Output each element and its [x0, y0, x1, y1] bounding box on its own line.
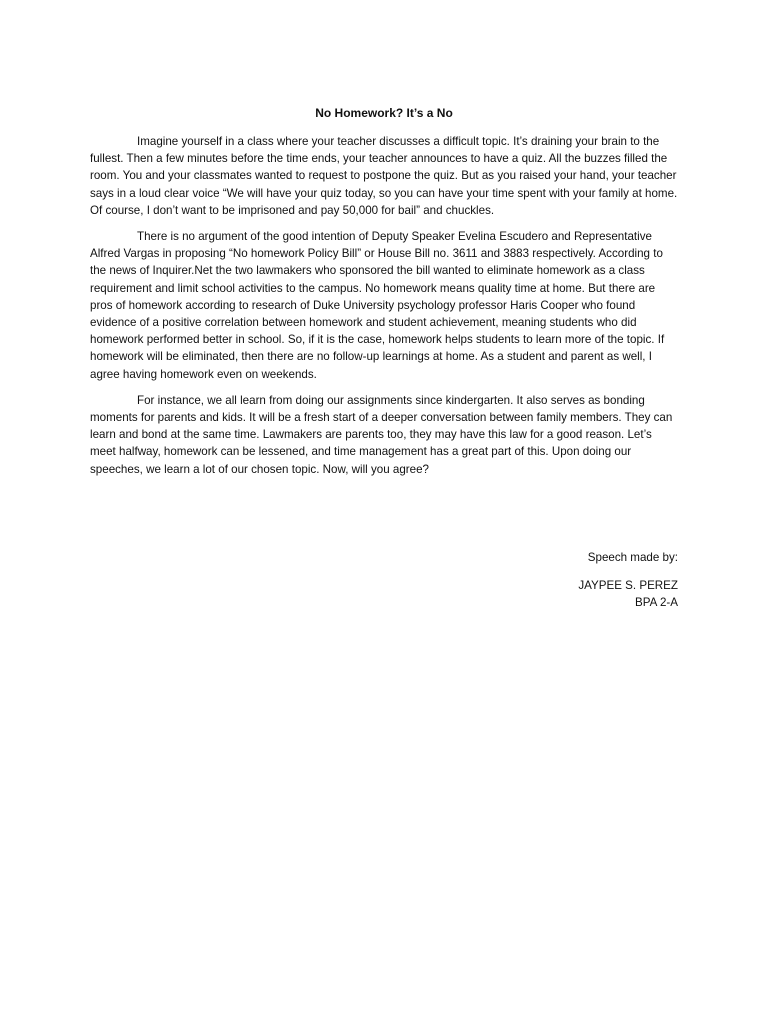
- document-title: No Homework? It’s a No: [315, 106, 453, 120]
- paragraph-2: There is no argument of the good intention of Deputy Speaker Evelina Escudero and Representative Alfred Vargas in proposing “No homework Policy Bill” or House Bill no. 3611 and 3883 respectively. According to the news of Inquirer.Net the two lawmakers who sponsored the bill wanted to eliminate homework as a class requirement and limit school activities to the campus. No homework means quality time at home. But there are pros of homework according to research of Duke University psychology professor Haris Cooper who found evidence of a positive correlation between homework and student achievement, meaning students who did homework performed better in school. So, if it is the case, homework helps students to learn more of the topic. If homework will be eliminated, then there are no follow-up learnings at home. As a student and parent as well, I agree having homework even on weekends.: [90, 230, 665, 381]
- signature-label: Speech made by:: [587, 551, 678, 564]
- document-page: [90, 105, 678, 487]
- signature-block: [578, 577, 678, 611]
- paragraph-3: For instance, we all learn from doing our assignments since kindergarten. It also serves as bonding moments for parents and kids. It will be a fresh start of a deeper conversation between family members. They can learn and bond at the same time. Lawmakers are parents too, they may have this law for a good reason. Let’s meet halfway, homework can be lessened, and time management has a great part of this. Upon doing our speeches, we learn a lot of our chosen topic. Now, will you agree?: [90, 393, 673, 476]
- paragraph-1: Imagine yourself in a class where your teacher discusses a difficult topic. It’s draining your brain to the fullest. Then a few minutes before the time ends, your teacher announces to have a quiz. All the buzzes filled the room. You and your classmates wanted to request to postpone the quiz. But as you raised your hand, your teacher says in a loud clear voice “We will have your quiz today, so you can have your time spent with your family at home. Of course, I don’t want to be imprisoned and pay 50,000 for bail” and chuckles.: [90, 135, 678, 217]
- author-name: JAYPEE S. PEREZ: [578, 579, 678, 592]
- author-section: BPA 2-A: [635, 596, 678, 609]
